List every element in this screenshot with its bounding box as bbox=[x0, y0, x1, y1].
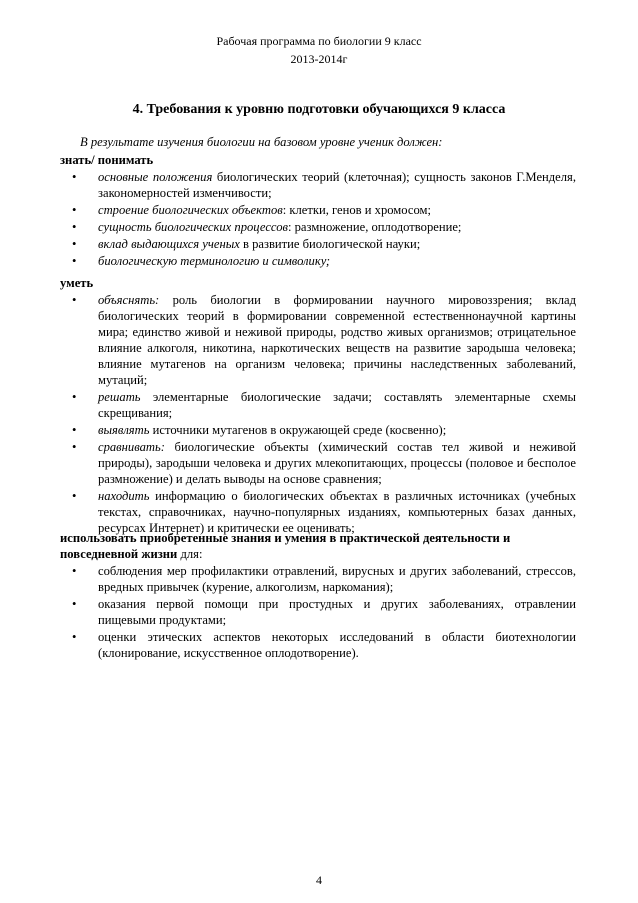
list-item-text: роль биологии в формировании научного мировоззрения; вклад биологических теорий в формировании современной естественнонаучной картины мира; единство живой и неживой природы, родство живых организмов; отрицательное влияние алкоголя, никотина, наркотических веществ на развитие зародыша человека; влияние мутагенов на организм человека; причины наследственных заболеваний, мутаций; bbox=[98, 293, 576, 387]
list-item-keyword: выявлять bbox=[98, 423, 150, 437]
use-heading: использовать приобретенные знания и умения в практической деятельности и повседневной жизни bbox=[60, 531, 511, 561]
list-item bbox=[60, 563, 576, 595]
list-item-text: в развитие биологической науки; bbox=[239, 237, 421, 251]
list-item-text: элементарные биологические задачи; составлять элементарные схемы скрещивания; bbox=[98, 390, 576, 420]
able-list bbox=[60, 292, 576, 537]
bullet-icon: • bbox=[72, 564, 77, 578]
list-item bbox=[60, 389, 576, 421]
bullet-icon: • bbox=[72, 630, 77, 644]
bullet-icon: • bbox=[72, 489, 77, 503]
list-item bbox=[60, 596, 576, 628]
list-item-text: : клетки, генов и хромосом; bbox=[282, 203, 431, 217]
list-item bbox=[60, 439, 576, 487]
list-item-text: биологические объекты (химический состав тел живой и неживой природы), зародыши человека и других млекопитающих, процессы (половое и бесполое размножение) и делать выводы на основе сравнения; bbox=[98, 440, 576, 486]
list-item bbox=[60, 253, 576, 269]
list-item-keyword: сущность биологических процессов bbox=[98, 220, 288, 234]
know-heading: знать/ понимать bbox=[60, 153, 154, 167]
list-item-text: источники мутагенов в окружающей среде (косвенно); bbox=[149, 423, 447, 437]
bullet-icon: • bbox=[72, 440, 77, 454]
bullet-icon: • bbox=[72, 220, 77, 234]
list-item-text: биологических теорий (клеточная); сущность законов Г.Менделя, закономерностей изменчивости; bbox=[98, 170, 576, 200]
list-item-text: оценки этических аспектов некоторых исследований в области биотехнологии (клонирование, искусственное оплодотворение). bbox=[98, 630, 576, 660]
list-item bbox=[60, 219, 576, 235]
bullet-icon: • bbox=[72, 237, 77, 251]
bullet-icon: • bbox=[72, 597, 77, 611]
bullet-icon: • bbox=[72, 390, 77, 404]
list-item-keyword: биологическую терминологию и символику; bbox=[98, 254, 331, 268]
list-item-keyword: вклад выдающихся ученых bbox=[98, 237, 240, 251]
list-item-keyword: основные положения bbox=[98, 170, 213, 184]
list-item bbox=[60, 629, 576, 661]
list-item-keyword: объяснять: bbox=[98, 293, 160, 307]
list-item-keyword: строение биологических объектов bbox=[98, 203, 283, 217]
list-item bbox=[60, 236, 576, 252]
list-item bbox=[60, 422, 576, 438]
bullet-icon: • bbox=[72, 170, 77, 184]
running-header-year: 2013-2014г bbox=[290, 52, 348, 66]
list-item-keyword: решать bbox=[98, 390, 141, 404]
list-item bbox=[60, 169, 576, 201]
able-heading: уметь bbox=[60, 276, 94, 290]
bullet-icon: • bbox=[72, 203, 77, 217]
bullet-icon: • bbox=[72, 293, 77, 307]
list-item-text: информацию о биологических объектах в различных источниках (учебных текстах, справочниках, научно-популярных изданиях, компьютерных базах данных, ресурсах Интернет) и критически ее оценивать; bbox=[98, 489, 576, 535]
section-title: 4. Требования к уровню подготовки обучающихся 9 класса bbox=[132, 102, 506, 117]
list-item-keyword: находить bbox=[98, 489, 150, 503]
running-header-title: Рабочая программа по биологии 9 класс bbox=[216, 34, 422, 48]
use-list bbox=[60, 563, 576, 662]
bullet-icon: • bbox=[72, 254, 77, 268]
list-item-text: оказания первой помощи при простудных и других заболеваниях, отравлении пищевыми продуктами; bbox=[98, 597, 576, 627]
list-item bbox=[60, 202, 576, 218]
list-item bbox=[60, 488, 576, 536]
list-item-text: соблюдения мер профилактики отравлений, вирусных и других заболеваний, стрессов, вредных привычек (курение, алкоголизм, наркомания); bbox=[98, 564, 576, 594]
use-heading-suffix: для: bbox=[177, 547, 203, 561]
bullet-icon: • bbox=[72, 423, 77, 437]
list-item bbox=[60, 292, 576, 388]
page-number: 4 bbox=[316, 873, 322, 887]
know-list bbox=[60, 169, 576, 270]
list-item-keyword: сравнивать: bbox=[98, 440, 165, 454]
list-item-text: : размножение, оплодотворение; bbox=[287, 220, 462, 234]
intro-text: В результате изучения биологии на базовом уровне ученик должен: bbox=[80, 135, 443, 149]
use-heading-block bbox=[60, 530, 576, 562]
